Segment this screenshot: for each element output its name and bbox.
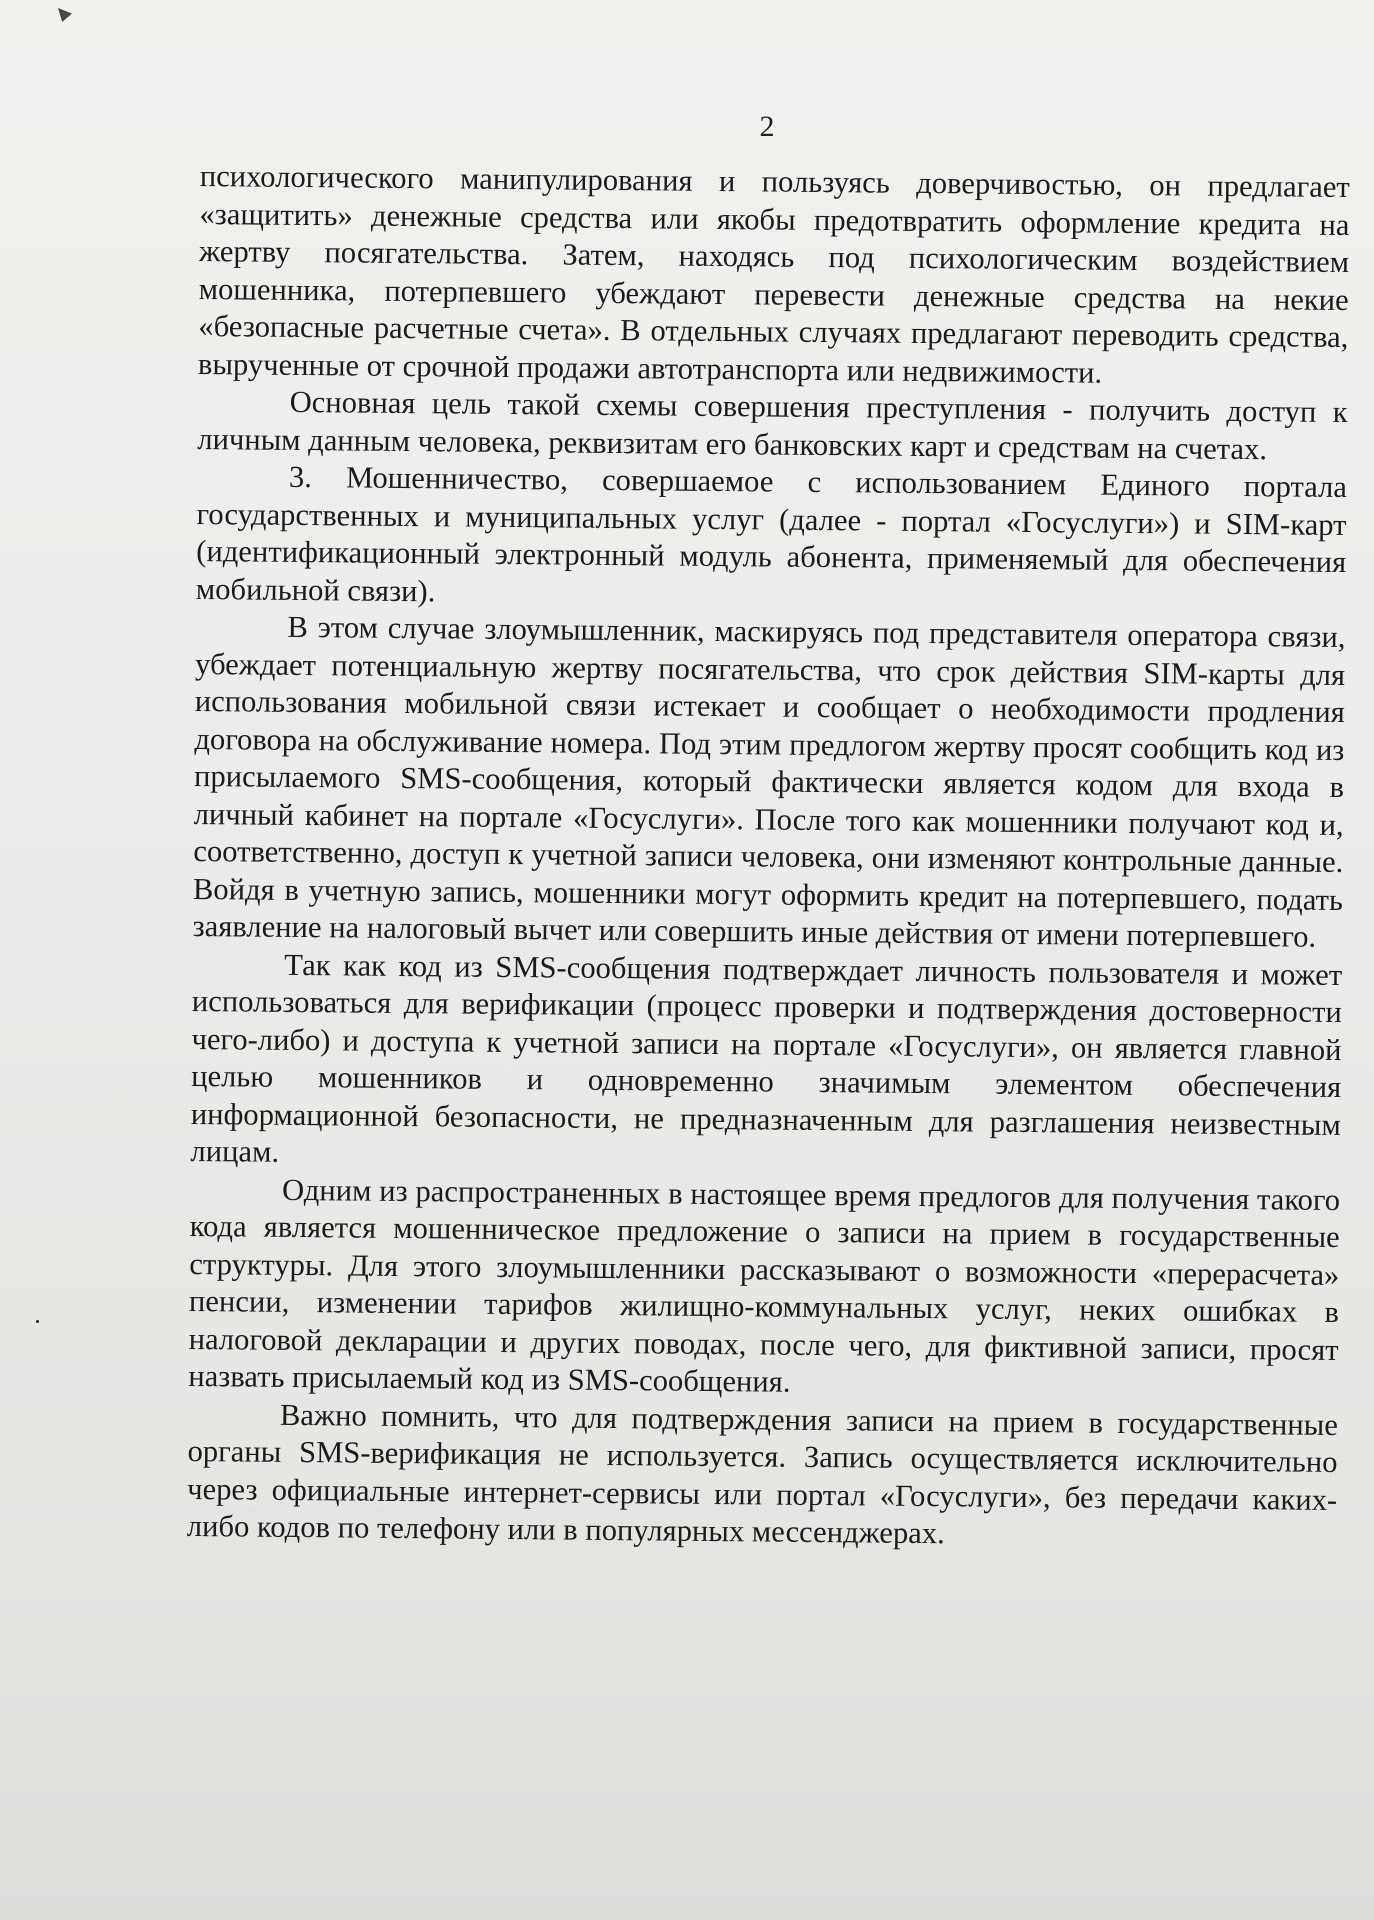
paragraph-appointment-pretext: Одним из распространенных в настоящее время предлогов для получения такого кода является мошенническое предложение о записи на прием в государственные структуры. Для этого злоумышленники рассказывают о возможности «перерасчета» пенсии, изменении тарифов жилищно-коммунальных услуг, неких ошибках в налоговой декларации и других поводах, после чего, для фиктивной записи, просят назвать присылаемый код из SMS-сообщения. [188, 1172, 1341, 1399]
paragraph-main-goal: Основная цель такой схемы совершения преступления - получить доступ к личным данным человека, реквизитам его банковских карт и средствам на счетах. [197, 384, 1348, 466]
scan-corner-mark [58, 8, 72, 22]
scan-speck [36, 1320, 39, 1323]
paragraph-continuation: психологического манипулирования и пользуясь доверчивостью, он предлагает «защитить» денежные средства или якобы предотвратить оформление кредита на жертву посягательства. Затем, находясь под психологическим воздействием мошенника, потерпевшего убеждают перевести денежные средства на некие «безопасные расчетные счета». В отдельных случаях предлагают переводить средства, вырученные от срочной продажи автотранспорта или недвижимости. [197, 158, 1350, 390]
paragraph-sms-code: Так как код из SMS-сообщения подтверждает личность пользователя и может использоваться для верификации (процесс проверки и подтверждения достоверности чего-либо) и доступа к учетной записи на портале «Госуслуги», он является главной целью мошенников и одновременно значимым элементом обеспечения информационной безопасности, не предназначенным для разглашения неизвестным лицам. [190, 947, 1343, 1169]
paragraph-important-note: Важно помнить, что для подтверждения записи на прием в государственные органы SMS-верификация не используется. Запись осуществляется исключительно через официальные интернет-сервисы или портал «Госуслуги», без передачи каких-либо кодов по телефону или в популярных мессенджерах. [186, 1397, 1339, 1551]
paragraph-item-3: 3. Мошенничество, совершаемое с использованием Единого портала государственных и муниципальных услуг (далее - портал «Госуслуги») и SIM-карт (идентификационный электронный модуль абонента, применяемый для обеспечения мобильной связи). [195, 459, 1348, 608]
page-number: 2 [759, 110, 775, 143]
paragraph-sim-scheme: В этом случае злоумышленник, маскируясь под представителя оператора связи, убеждает потенциальную жертву посягательства, что срок действия SIM-карты для использования мобильной связи истекает и сообщает о необходимости продления договора на обслуживание номера. Под этим предлогом жертву просят сообщить код из присылаемого SMS-сообщения, который фактически является кодом для входа в личный кабинет на портале «Госуслуги». После того как мошенники получают код и, соответственно, доступ к учетной записи человека, они изменяют контрольные данные. Войдя в учетную запись, мошенники могут оформить кредит на потерпевшего, подать заявление на налоговый вычет или совершить иные действия от имени потерпевшего. [192, 609, 1346, 954]
document-body [187, 158, 1350, 1556]
